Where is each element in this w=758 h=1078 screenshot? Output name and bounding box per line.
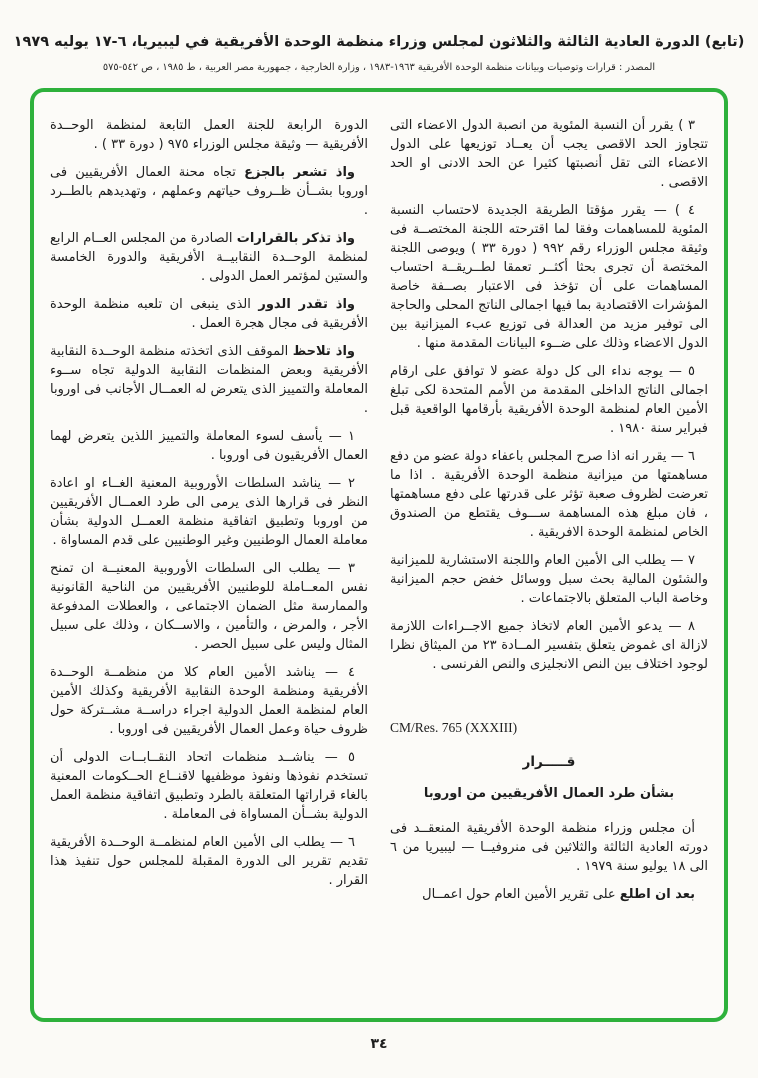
text-run: ٧ — يطلب الى الأمين العام واللجنة الاستشارية للميزانية والشئون المالية بحث سبل ووسائل خفض حجم الميزانية وخاصة الباب المتعلق بالاجتماعات .	[390, 553, 708, 606]
paragraph	[390, 617, 708, 674]
paragraph	[390, 116, 708, 192]
text-run: تجاه محنة العمال الأفريقيين فى اوروبا بشــأن ظــروف حياتهم وعملهم ، وتهديدهم بالطــرد .	[50, 165, 368, 218]
bold-lead-text: واذ تشعر بالجزع	[244, 165, 356, 180]
text-run: الصادرة من المجلس العــام الرابع لمنظمة الوحــدة النقابيــة الأفريقية والدورة الخامسة والستين لمؤتمر العمل الدولى .	[50, 231, 368, 284]
bold-lead-text: واذ تقدر الدور	[258, 297, 355, 312]
paragraph	[50, 427, 368, 465]
paragraph	[390, 551, 708, 608]
paragraph	[50, 748, 368, 824]
text-run: ٤ ) — يقرر مؤقتا الطريقة الجديدة لاحتساب النسبة المئوية للمساهمات وفقا لما اقترحته اللجنة المختصــة فى وثيقة مجلس الوزراء رقم ٩٩٢ ( دورة ٣٣ ) ويوصى اللجنة المختصة أن تجرى بحثا أكثــر تعمقا لطــريقــة احتساب المساهمات على أن تؤخذ فى الاعتبار بصــفة خاصة المؤشرات الاقتصادية بما فيها اجمالى الناتج المحلى والحاجة الى توفير مزيد من العدالة فى توزيع عبء الميزانية بين الدول الاعضاء وذلك على ضــوء البيانات المقدمة منها .	[390, 203, 709, 351]
text-run: ٥ — يناشــد منظمات اتحاد النقــابــات الدولى أن تستخدم نفوذها ونفوذ موظفيها لاقنــاع الحــكومات المعنية بالغاء قراراتها المتعلقة بالطرد وتطبيق اتفاقية منظمة العمل الدولية بشــأن المساواة فى المعاملة .	[50, 750, 368, 822]
paragraph	[390, 201, 708, 353]
paragraph	[50, 342, 368, 418]
paragraph	[50, 229, 368, 286]
paragraph	[50, 116, 368, 154]
text-run: الذى ينبغى ان تلعبه منظمة الوحدة الأفريقية فى مجال هجرة العمل .	[50, 297, 368, 331]
resolution-subtitle	[390, 784, 708, 803]
text-run: على تقرير الأمين العام حول اعمــال	[422, 887, 620, 902]
bold-lead-text: واذ تذكر بالقرارات	[236, 231, 355, 246]
green-frame	[30, 88, 728, 1022]
bold-lead-text: بشأن طرد العمال الأفريقيين من اوروبا	[423, 786, 675, 801]
resolution-title	[390, 753, 708, 772]
paragraph	[390, 447, 708, 542]
paragraph	[50, 295, 368, 333]
bold-lead-text: واذ تلاحظ	[292, 344, 355, 359]
text-run: أن مجلس وزراء منظمة الوحدة الأفريقية المنعقــد فى دورته العادية الثالثة والثلاثين فى منروفيــا — ليبيريا من ٦ الى ١٨ يوليو سنة ١٩٧٩ .	[390, 821, 708, 874]
page-header: (تابع) الدورة العادية الثالثة والثلاثون لمجلس وزراء منظمة الوحدة الأفريقية في ليبيريا، ٦-١٧ يوليه ١٩٧٩	[13, 34, 745, 50]
text-run: ٦ — يطلب الى الأمين العام لمنظمــة الوحــدة الأفريقية تقديم تقرير الى الدورة المقبلة للمجلس حول تنفيذ هذا القرار .	[50, 835, 368, 888]
text-run: ٢ — يناشد السلطات الأوروبية المعنية الغــاء او اعادة النظر فى قرارها الذى يرمى الى طرد العمــال الأفريقيين من اوروبا وتطبيق اتفاقية منظمة العمــل الدولية بشأن معاملة العمال الوطنيين وغير الوطنيين على قدم المساواة .	[50, 476, 368, 548]
column-left	[50, 116, 368, 1004]
paragraph	[390, 819, 708, 876]
paragraph	[50, 833, 368, 890]
text-run: ٥ — يوجه نداء الى كل دولة عضو لا توافق على ارقام اجمالى الناتج الداخلى المقدمة من الأمم المتحدة لكى تبلغ الأمين العام لمنظمة الوحدة الأفريقية بأرقامها الواقعية قبل فبراير سنة ١٩٨٠ .	[390, 364, 708, 436]
resolution-number	[390, 718, 708, 737]
source-line: المصدر : قرارات وتوصيات وبيانات منظمة الوحدة الأفريقية ١٩٦٣-١٩٨٣ ، وزارة الخارجية ، جمهورية مصر العربية ، ط ١٩٨٥ ، ص ٥٤٢-٥٧٥	[102, 62, 656, 73]
bold-lead-text: بعد ان اطلع	[619, 887, 695, 902]
paragraph	[50, 163, 368, 220]
text-run: CM/Res. 765 (XXXIII)	[390, 720, 518, 735]
paragraph	[50, 559, 368, 654]
text-run: الموقف الذى اتخذته منظمة الوحــدة النقابية الأفريقية وبعض المنظمات النقابية الدولية تجاه ســوء المعاملة والتمييز الذى يتعرض له العمــال الأجانب فى اوروبا .	[50, 344, 368, 416]
text-run: الدورة الرابعة للجنة العمل التابعة لمنظمة الوحــدة الأفريقية — وثيقة مجلس الوزراء ٩٧٥ ( دورة ٣٣ ) .	[50, 118, 368, 152]
paragraph	[390, 362, 708, 438]
paragraph	[50, 474, 368, 550]
paragraph	[50, 663, 368, 739]
text-run: ٣ ) يقرر أن النسبة المئوية من انصبة الدول الاعضاء التى تتجاوز الحد الاقصى يجب أن يعــاد توزيعها على الدول الاعضاء التى تقل أنصبتها كثيرا عن الحد الادنى او الحد الاقصى .	[390, 118, 708, 190]
text-run: ٤ — يناشد الأمين العام كلا من منظمــة الوحــدة الأفريقية ومنظمة الوحدة النقابية الأفريقية وكذلك الأمين العام لمنظمة العمل الدولية اجراء دراســة مشــتركة حول ظروف حياة وعمل العمال الأفريقيين فى اوروبا .	[50, 665, 368, 737]
text-run: ٨ — يدعو الأمين العام لاتخاذ جميع الاجــراءات اللازمة لازالة اى غموض يتعلق بتفسير المــادة ٢٣ من الميثاق نظرا لوجود اختلاف بين النص الانجليزى والنص الفرنسى .	[390, 619, 708, 672]
text-run: ١ — يأسف لسوء المعاملة والتمييز اللذين يتعرض لهما العمال الأفريقيون فى اوروبا .	[50, 429, 368, 463]
page-number: ٣٤	[370, 1036, 388, 1052]
text-run: ٦ — يقرر انه اذا صرح المجلس باعفاء دولة عضو من دفع مساهمتها من ميزانية منظمة الوحدة الأفريقية . اذا ما تعرضت لظروف صعبة تؤثر على قدرتها على دفع مساهمتها ، فان مبلغ هذه المساهمة ســـوف يقتطع من الصندوق الخاص لمنظمة الوحدة الافريقية .	[390, 449, 708, 540]
text-run: ٣ — يطلب الى السلطات الأوروبية المعنيــة ان تمنح نفس المعــاملة للوطنيين الأفريقيين من الناحية القانونية والممارسة مثل الضمان الاجتماعى ، والعطلات المدفوعة الأجر ، والمرض ، والتأمين ، والاســكان ، وذلك على سبيل المثال وليس على سبيل الحصر .	[50, 561, 368, 652]
paragraph	[390, 885, 708, 904]
bold-lead-text: قـــــرار	[522, 754, 576, 770]
column-right	[390, 116, 708, 1004]
